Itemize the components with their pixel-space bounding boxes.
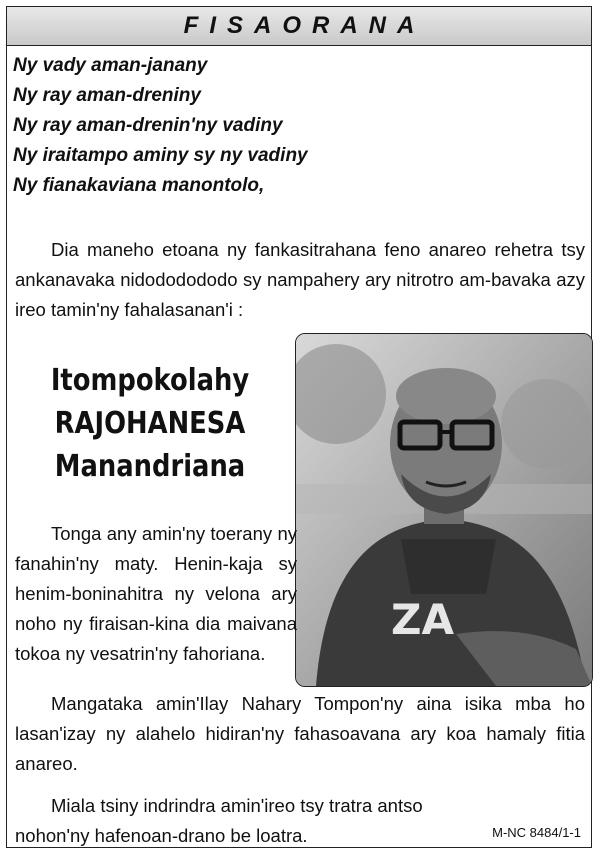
portrait-illustration <box>296 334 592 686</box>
closing-paragraph: Miala tsiny indrindra amin'ireo tsy tratra antso nohon'ny hafenoan-drano be loatra. <box>15 795 423 846</box>
intro-paragraph: Dia maneho etoana ny fankasitrahana feno anareo rehetra tsy ankanavaka nidododododo sy nampahery ary nitrotro am-bavaka azy ireo tamin'ny fahalasanan'i : <box>15 239 585 320</box>
greeting-line: Ny vady aman-janany <box>13 55 208 76</box>
notice-header <box>7 7 591 46</box>
deceased-photo <box>295 333 593 687</box>
deceased-surname: RAJOHANESA <box>54 406 246 441</box>
greeting-line: Ny ray aman-drenin'ny vadiny <box>13 115 283 136</box>
notice-frame <box>6 6 592 848</box>
deceased-name <box>34 359 266 488</box>
greetings-list <box>13 51 308 201</box>
greeting-line: Ny fianakaviana manontolo, <box>13 175 265 196</box>
deceased-given-name: Manandriana <box>54 449 246 484</box>
deceased-title: Itompokolahy <box>50 363 250 398</box>
reference-code: M-NC 8484/1-1 <box>492 825 581 840</box>
death-paragraph: Tonga any amin'ny toerany ny fanahin'ny maty. Henin-kaja sy henim-boninahitra ny velona ary noho ny firaisan-kina dia maivana tokoa ny vesatrin'ny fahoriana. <box>15 523 297 664</box>
svg-text:ZA: ZA <box>391 595 454 644</box>
greeting-line: Ny ray aman-dreniny <box>13 85 201 106</box>
prayer-paragraph: Mangataka amin'Ilay Nahary Tompon'ny aina isika mba ho lasan'izay ny alahelo hidiran'ny fahasoavana ary koa hamaly fitia anareo. <box>15 693 585 774</box>
greeting-line: Ny iraitampo aminy sy ny vadiny <box>13 145 308 166</box>
notice-title: FISAORANA <box>183 12 426 39</box>
